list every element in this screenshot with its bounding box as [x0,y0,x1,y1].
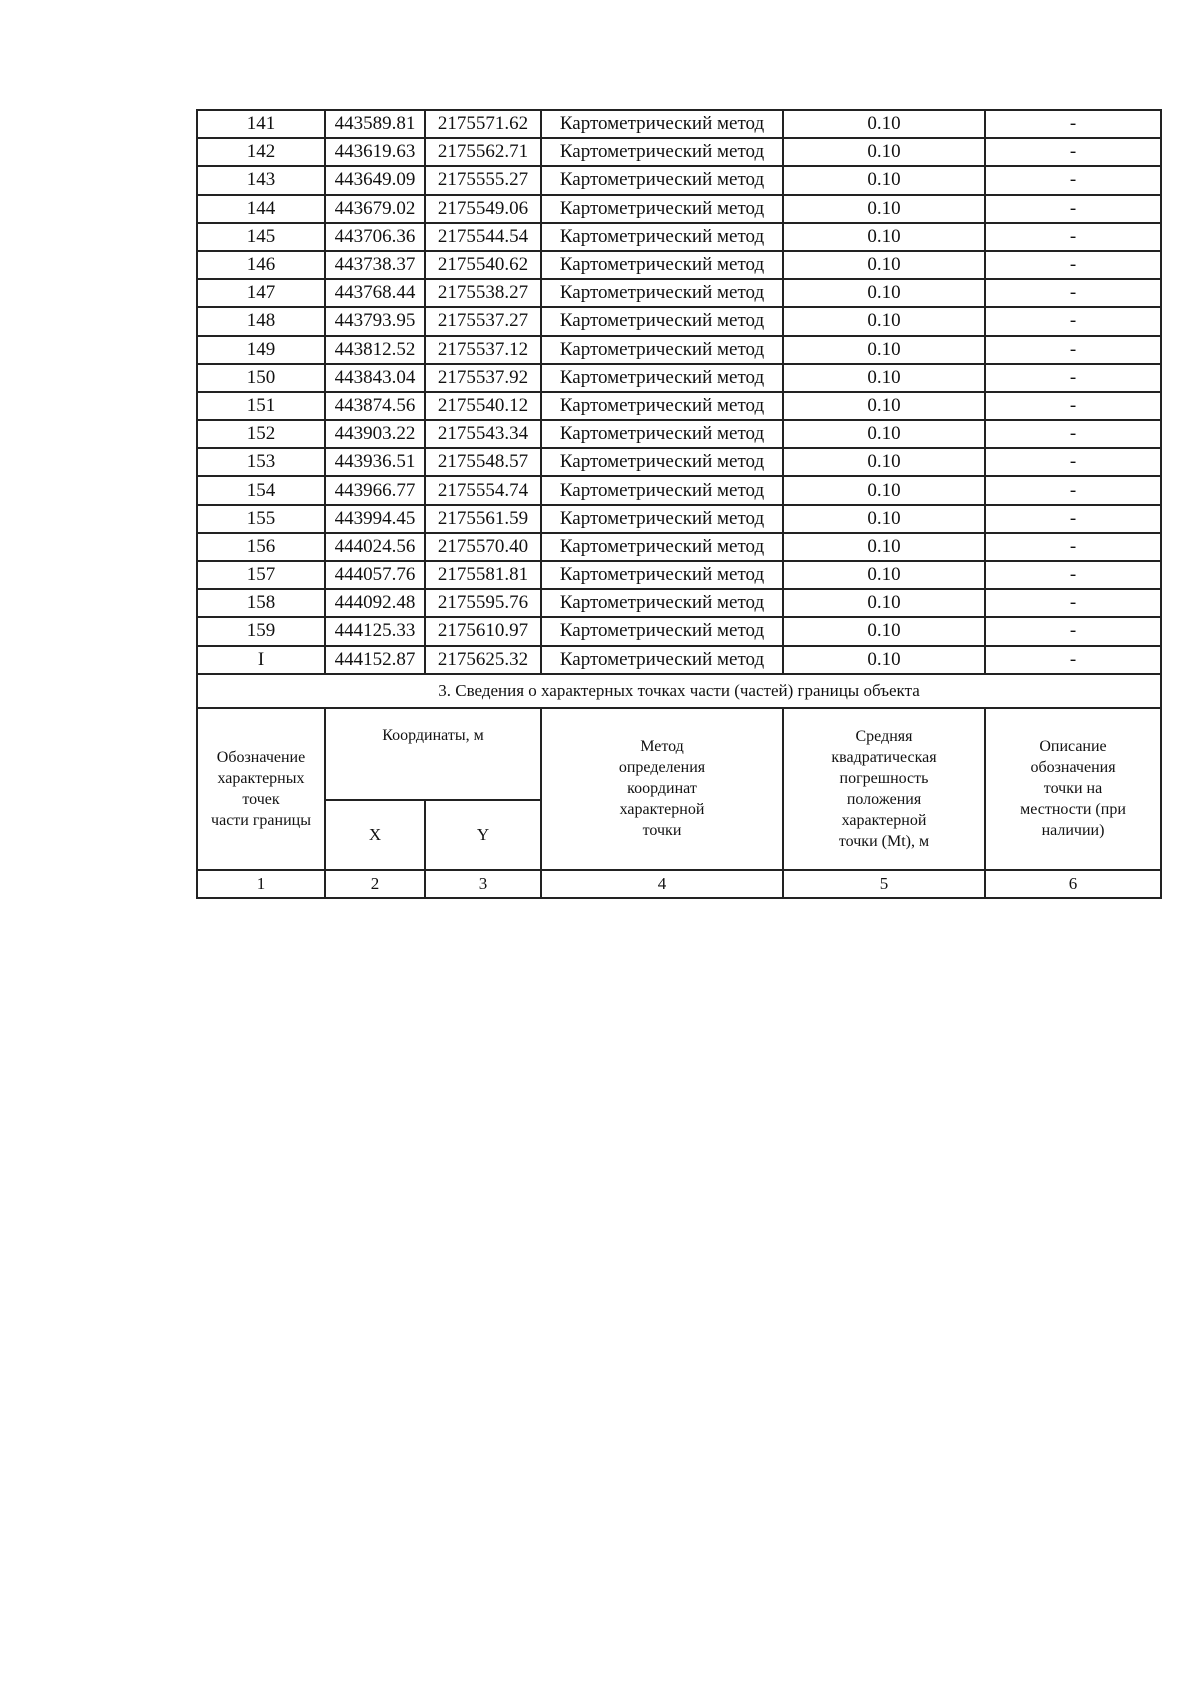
coord-x: 443903.22 [325,420,425,448]
point-number: 148 [197,307,325,335]
point-number: 158 [197,589,325,617]
mean-error: 0.10 [783,617,985,645]
mean-error: 0.10 [783,505,985,533]
method: Картометрический метод [541,646,783,674]
coord-x: 443994.45 [325,505,425,533]
coord-x: 443619.63 [325,138,425,166]
coord-x: 444057.76 [325,561,425,589]
method: Картометрический метод [541,617,783,645]
mean-error: 0.10 [783,223,985,251]
mean-error: 0.10 [783,307,985,335]
header-error-l6: точки (Mt), м [838,832,930,850]
header-method-l2: определения [618,759,706,777]
table-row [197,646,1161,674]
coord-x: 443738.37 [325,251,425,279]
table-row [197,420,1161,448]
header-description-l4: местности (при [1020,801,1126,819]
description: - [985,364,1161,392]
point-number: 157 [197,561,325,589]
coord-x: 443966.77 [325,476,425,504]
coord-y: 2175571.62 [425,110,541,138]
description: - [985,195,1161,223]
header-y: Y [425,800,541,870]
description: - [985,646,1161,674]
coord-y: 2175540.62 [425,251,541,279]
coord-x: 443649.09 [325,166,425,194]
header-designation-l2: характерных [217,769,305,787]
description: - [985,307,1161,335]
method: Картометрический метод [541,223,783,251]
point-number: 145 [197,223,325,251]
coord-x: 443679.02 [325,195,425,223]
header-description-l5: наличии) [1041,822,1105,840]
description: - [985,420,1161,448]
method: Картометрический метод [541,110,783,138]
coord-x: 443589.81 [325,110,425,138]
point-number: I [197,646,325,674]
mean-error: 0.10 [783,110,985,138]
coord-y: 2175549.06 [425,195,541,223]
table-row [197,476,1161,504]
table-row [197,138,1161,166]
description: - [985,110,1161,138]
coord-y: 2175554.74 [425,476,541,504]
header-method-l3: координат [627,780,697,798]
description: - [985,448,1161,476]
mean-error: 0.10 [783,279,985,307]
header-method-l4: характерной [619,801,705,819]
coord-y: 2175561.59 [425,505,541,533]
method: Картометрический метод [541,195,783,223]
table-row [197,448,1161,476]
header-x: X [325,800,425,870]
mean-error: 0.10 [783,364,985,392]
point-number: 146 [197,251,325,279]
method: Картометрический метод [541,251,783,279]
header-description-l1: Описание [1039,738,1107,756]
description: - [985,223,1161,251]
header-error-l3: погрешность [839,769,929,787]
header-designation-l1: Обозначение [216,748,306,766]
header-coordinates: Координаты, м [325,708,541,800]
description: - [985,589,1161,617]
table-row [197,364,1161,392]
coord-x: 443874.56 [325,392,425,420]
mean-error: 0.10 [783,448,985,476]
mean-error: 0.10 [783,392,985,420]
table-row [197,392,1161,420]
coord-y: 2175538.27 [425,279,541,307]
description: - [985,505,1161,533]
description: - [985,251,1161,279]
point-number: 153 [197,448,325,476]
header-method-l5: точки [642,822,682,840]
document-sheet [196,109,1160,899]
table-row [197,589,1161,617]
table-row [197,110,1161,138]
section-title-row [197,674,1161,708]
header-designation [197,708,325,870]
mean-error: 0.10 [783,336,985,364]
mean-error: 0.10 [783,420,985,448]
coord-y: 2175625.32 [425,646,541,674]
description: - [985,392,1161,420]
mean-error: 0.10 [783,166,985,194]
method: Картометрический метод [541,448,783,476]
table-row [197,195,1161,223]
header-description-l2: обозначения [1030,759,1116,777]
mean-error: 0.10 [783,533,985,561]
header-designation-l3: точек [242,790,280,808]
point-number: 144 [197,195,325,223]
description: - [985,138,1161,166]
description: - [985,476,1161,504]
header-description [985,708,1161,870]
coord-y: 2175570.40 [425,533,541,561]
table-row [197,617,1161,645]
coord-x: 444152.87 [325,646,425,674]
point-number: 156 [197,533,325,561]
point-number: 147 [197,279,325,307]
coord-y: 2175544.54 [425,223,541,251]
point-number: 159 [197,617,325,645]
header-method [541,708,783,870]
description: - [985,533,1161,561]
header-method-l1: Метод [640,738,684,756]
table-row [197,336,1161,364]
mean-error: 0.10 [783,251,985,279]
point-number: 151 [197,392,325,420]
table-row [197,223,1161,251]
coord-y: 2175537.12 [425,336,541,364]
coord-x: 444024.56 [325,533,425,561]
method: Картометрический метод [541,279,783,307]
description: - [985,279,1161,307]
method: Картометрический метод [541,476,783,504]
method: Картометрический метод [541,420,783,448]
section-title: 3. Сведения о характерных точках части (частей) границы объекта [197,674,1161,708]
header-error [783,708,985,870]
table-row [197,533,1161,561]
method: Картометрический метод [541,364,783,392]
point-number: 142 [197,138,325,166]
method: Картометрический метод [541,505,783,533]
method: Картометрический метод [541,589,783,617]
method: Картометрический метод [541,561,783,589]
column-number: 5 [783,870,985,898]
column-number: 1 [197,870,325,898]
coord-x: 443812.52 [325,336,425,364]
column-number: 6 [985,870,1161,898]
coord-y: 2175595.76 [425,589,541,617]
coord-x: 443843.04 [325,364,425,392]
mean-error: 0.10 [783,138,985,166]
method: Картометрический метод [541,138,783,166]
table-row [197,166,1161,194]
coord-x: 443793.95 [325,307,425,335]
section-header [197,708,1161,898]
mean-error: 0.10 [783,561,985,589]
table-row [197,505,1161,533]
description: - [985,617,1161,645]
point-number: 150 [197,364,325,392]
column-number: 3 [425,870,541,898]
coord-y: 2175543.34 [425,420,541,448]
header-error-l4: положения [846,790,922,808]
method: Картометрический метод [541,307,783,335]
mean-error: 0.10 [783,195,985,223]
boundary-points-table [196,109,1162,899]
table-row [197,561,1161,589]
point-number: 143 [197,166,325,194]
header-error-l5: характерной [841,811,927,829]
mean-error: 0.10 [783,646,985,674]
description: - [985,336,1161,364]
coord-y: 2175555.27 [425,166,541,194]
coord-y: 2175548.57 [425,448,541,476]
mean-error: 0.10 [783,476,985,504]
header-designation-l4: части границы [211,811,311,829]
header-description-l3: точки на [1043,780,1103,798]
description: - [985,166,1161,194]
table-row [197,307,1161,335]
method: Картометрический метод [541,166,783,194]
header-error-l2: квадратическая [831,748,937,766]
column-number: 2 [325,870,425,898]
point-number: 152 [197,420,325,448]
column-numbers-row [197,870,1161,898]
method: Картометрический метод [541,392,783,420]
coord-y: 2175537.92 [425,364,541,392]
point-number: 149 [197,336,325,364]
point-number: 154 [197,476,325,504]
method: Картометрический метод [541,533,783,561]
description: - [985,561,1161,589]
coord-y: 2175537.27 [425,307,541,335]
coord-y: 2175610.97 [425,617,541,645]
table-row [197,279,1161,307]
coord-x: 444125.33 [325,617,425,645]
mean-error: 0.10 [783,589,985,617]
coord-x: 443768.44 [325,279,425,307]
header-error-l1: Средняя [855,727,913,745]
point-number: 141 [197,110,325,138]
coord-x: 443706.36 [325,223,425,251]
coord-x: 443936.51 [325,448,425,476]
table-row [197,251,1161,279]
point-number: 155 [197,505,325,533]
coord-y: 2175581.81 [425,561,541,589]
column-number: 4 [541,870,783,898]
points-table-body [197,110,1161,674]
coord-y: 2175540.12 [425,392,541,420]
coord-x: 444092.48 [325,589,425,617]
coord-y: 2175562.71 [425,138,541,166]
method: Картометрический метод [541,336,783,364]
